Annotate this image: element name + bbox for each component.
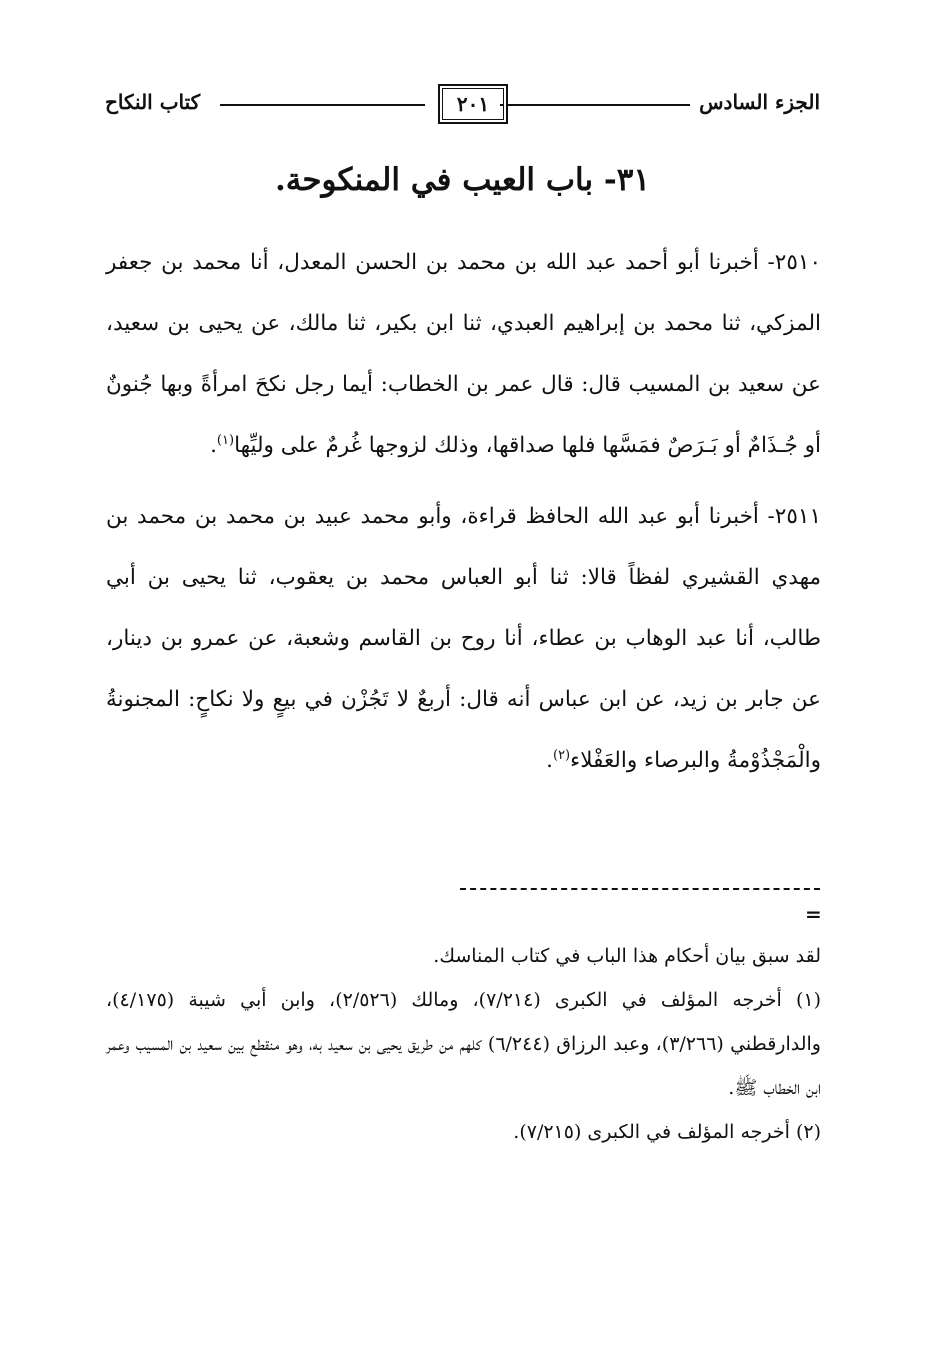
hadith-2511-end: . (546, 748, 553, 773)
volume-label: الجزء السادس (699, 90, 820, 114)
hadith-2510-end: . (210, 433, 217, 458)
hadith-2510 (106, 232, 821, 476)
header-rule-left (220, 104, 425, 106)
footnote-2 (106, 1110, 821, 1154)
footnote-ref-2: (٢) (552, 747, 571, 763)
running-header (105, 84, 820, 124)
hadith-2510-text: ٢٥١٠- أخبرنا أبو أحمد عبد الله بن محمد بن الحسن المعدل، أنا محمد بن جعفر المزكي، ثنا محمد بن إبراهيم العبدي، ثنا ابن بكير، ثنا مالك، عن يحيى بن سعيد، عن سعيد بن المسيب قال: قال عمر بن الخطاب: أيما رجل نكحَ امرأةً وبها جُنونٌ أو جُـذَامٌ أو بَـرَصٌ فمَسَّها فلها صداقها، وذلك لزوجها غُرمٌ على وليِّها (106, 250, 821, 458)
footnote-1-text: أخرجه المؤلف في الكبرى (٧/٢١٤)، ومالك (٢/٥٢٦)، وابن أبي شيبة (٤/١٧٥)، والدارقطني (٣/٢٦٦)، وعبد الرزاق (٦/٢٤٤) كلهم من طريق يحيى بن سعيد به، وهو منقطع بين سعيد بن المسيب وعمر ابن الخطاب ﷺ. (106, 989, 821, 1099)
hadith-2511-text: ٢٥١١- أخبرنا أبو عبد الله الحافظ قراءة، وأبو محمد عبيد بن محمد بن محمد بن مهدي القشيري لفظاً قالا: ثنا أبو العباس محمد بن يعقوب، ثنا يحيى بن أبي طالب، أنا عبد الوهاب بن عطاء، أنا روح بن القاسم وشعبة، عن عمرو بن دينار، عن جابر بن زيد، عن ابن عباس أنه قال: أربعٌ لا تَجُزْن في بيعٍ ولا نكاحٍ: المجنونةُ والْمَجْذُوْمةُ والبرصاء والعَفْلاء (106, 504, 821, 773)
footnote-1 (106, 978, 821, 1110)
footnote-2-label: (٢) (795, 1121, 821, 1143)
hadith-2511 (106, 486, 821, 791)
book-title: كتاب النكاح (105, 90, 201, 114)
header-rule-right (500, 104, 690, 106)
footnotes (106, 934, 821, 1154)
main-text (106, 232, 821, 791)
footnote-2-text: أخرجه المؤلف في الكبرى (٧/٢١٥). (513, 1121, 790, 1143)
continuation-mark: = (805, 902, 822, 926)
chapter-title: ٣١- باب العيب في المنكوحة. (274, 162, 651, 198)
continued-note: لقد سبق بيان أحكام هذا الباب في كتاب المناسك. (433, 945, 821, 967)
page-number-box: ٢٠١ (438, 84, 508, 124)
footnote-separator (460, 888, 820, 890)
footnote-ref-1: (١) (216, 432, 235, 448)
footnote-1-label: (١) (795, 989, 821, 1011)
